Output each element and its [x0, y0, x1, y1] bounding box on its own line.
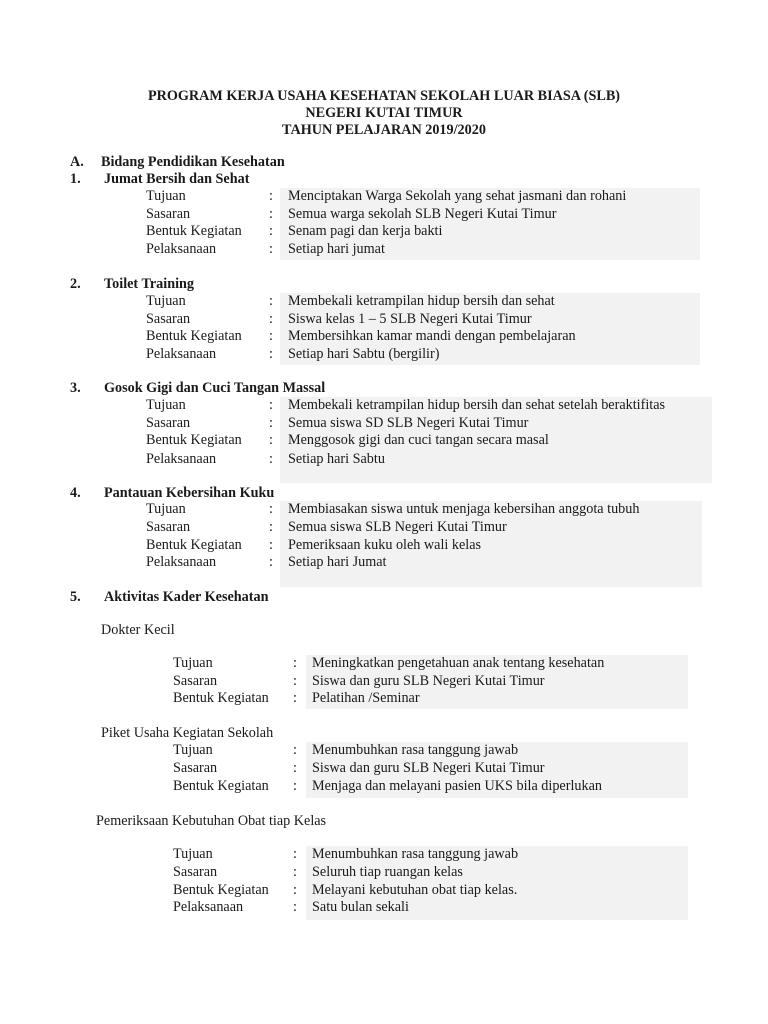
- row-value: Semua siswa SLB Negeri Kutai Timur: [288, 519, 507, 535]
- row-label: Sasaran: [173, 864, 218, 880]
- row-label: Tujuan: [146, 397, 186, 413]
- row-label: Tujuan: [173, 742, 213, 758]
- row-label: Sasaran: [146, 205, 191, 222]
- subsection-title: Pemeriksaan Kebutuhan Obat tiap Kelas: [96, 813, 327, 829]
- row-colon: :: [269, 519, 273, 535]
- row-value: Siswa kelas 1 – 5 SLB Negeri Kutai Timur: [288, 310, 532, 327]
- row-colon: :: [269, 223, 273, 239]
- row-colon: :: [269, 188, 273, 204]
- row-label: Bentuk Kegiatan: [146, 223, 242, 239]
- row-colon: :: [293, 672, 297, 689]
- row-colon: :: [269, 536, 273, 553]
- row-value: Setiap hari Jumat: [288, 554, 387, 570]
- row-colon: :: [293, 777, 297, 794]
- row-value: Membekali ketrampilan hidup bersih dan sehat setelah beraktifitas: [288, 397, 666, 413]
- row-label: Bentuk Kegiatan: [173, 881, 269, 898]
- row-colon: :: [293, 690, 297, 706]
- row-value: Meningkatkan pengetahuan anak tentang kesehatan: [312, 655, 605, 671]
- row-value: Seluruh tiap ruangan kelas: [312, 864, 463, 880]
- row-colon: :: [293, 760, 297, 776]
- program-number: 4.: [70, 485, 81, 501]
- row-value: Menumbuhkan rasa tanggung jawab: [312, 742, 519, 758]
- row-label: Pelaksanaan: [146, 345, 217, 362]
- row-value: Menggosok gigi dan cuci tangan secara masal: [288, 432, 549, 448]
- row-label: Pelaksanaan: [146, 451, 217, 467]
- program-title: Pantauan Kebersihan Kuku: [104, 485, 275, 501]
- row-value: Menumbuhkan rasa tanggung jawab: [312, 846, 519, 862]
- row-value: Semua siswa SD SLB Negeri Kutai Timur: [288, 414, 529, 431]
- row-value: Senam pagi dan kerja bakti: [288, 223, 443, 239]
- row-colon: :: [293, 742, 297, 758]
- row-label: Pelaksanaan: [146, 554, 217, 570]
- document-title-line-3: TAHUN PELAJARAN 2019/2020: [282, 122, 486, 138]
- row-value: Melayani kebutuhan obat tiap kelas.: [312, 881, 518, 898]
- row-colon: :: [269, 397, 273, 413]
- row-value: Membekali ketrampilan hidup bersih dan sehat: [288, 293, 555, 309]
- row-value: Pemeriksaan kuku oleh wali kelas: [288, 536, 482, 553]
- row-value: Satu bulan sekali: [312, 899, 409, 915]
- row-label: Bentuk Kegiatan: [146, 432, 242, 448]
- row-value: Semua warga sekolah SLB Negeri Kutai Timur: [288, 205, 557, 222]
- row-value: Siswa dan guru SLB Negeri Kutai Timur: [312, 672, 545, 689]
- row-value: Menjaga dan melayani pasien UKS bila diperlukan: [312, 777, 602, 794]
- row-label: Tujuan: [146, 501, 186, 517]
- row-colon: :: [269, 328, 273, 344]
- program-title: Toilet Training: [104, 276, 195, 292]
- row-colon: :: [269, 310, 273, 327]
- program-number: 3.: [70, 380, 81, 396]
- program-title: Gosok Gigi dan Cuci Tangan Massal: [104, 380, 326, 396]
- section-title: Bidang Pendidikan Kesehatan: [101, 154, 285, 170]
- row-value: Setiap hari jumat: [288, 240, 385, 257]
- row-label: Sasaran: [173, 672, 218, 689]
- row-colon: :: [269, 293, 273, 309]
- row-colon: :: [293, 864, 297, 880]
- program-number: 5.: [70, 589, 81, 605]
- row-label: Bentuk Kegiatan: [146, 536, 242, 553]
- subsection-title: Dokter Kecil: [101, 622, 175, 638]
- row-value: Menciptakan Warga Sekolah yang sehat jasmani dan rohani: [288, 188, 627, 204]
- row-label: Tujuan: [173, 655, 213, 671]
- program-title: Aktivitas Kader Kesehatan: [104, 589, 269, 605]
- row-colon: :: [269, 554, 273, 570]
- section-letter: A.: [70, 154, 84, 170]
- row-label: Tujuan: [146, 293, 186, 309]
- program-number: 2.: [70, 276, 81, 292]
- row-colon: :: [293, 899, 297, 915]
- row-label: Sasaran: [173, 760, 218, 776]
- row-colon: :: [293, 655, 297, 671]
- row-label: Pelaksanaan: [173, 899, 244, 915]
- row-colon: :: [293, 846, 297, 862]
- row-label: Sasaran: [146, 310, 191, 327]
- program-number: 1.: [70, 171, 81, 187]
- row-value: Setiap hari Sabtu: [288, 451, 385, 467]
- row-label: Bentuk Kegiatan: [146, 328, 242, 344]
- row-colon: :: [269, 345, 273, 362]
- row-value: Membersihkan kamar mandi dengan pembelajaran: [288, 328, 576, 344]
- program-title: Jumat Bersih dan Sehat: [104, 171, 250, 187]
- row-label: Bentuk Kegiatan: [173, 690, 269, 706]
- row-label: Pelaksanaan: [146, 240, 217, 257]
- row-colon: :: [293, 881, 297, 898]
- row-colon: :: [269, 432, 273, 448]
- row-value: Siswa dan guru SLB Negeri Kutai Timur: [312, 760, 545, 776]
- document-title-line-2: NEGERI KUTAI TIMUR: [305, 105, 463, 121]
- row-label: Bentuk Kegiatan: [173, 777, 269, 794]
- row-label: Sasaran: [146, 519, 191, 535]
- row-value: Pelatihan /Seminar: [312, 690, 420, 706]
- row-colon: :: [269, 451, 273, 467]
- row-colon: :: [269, 205, 273, 222]
- document-title-line-1: PROGRAM KERJA USAHA KESEHATAN SEKOLAH LUAR BIASA (SLB): [147, 88, 621, 104]
- row-colon: :: [269, 501, 273, 517]
- subsection-title: Piket Usaha Kegiatan Sekolah: [101, 725, 274, 741]
- row-value: Membiasakan siswa untuk menjaga kebersihan anggota tubuh: [288, 501, 640, 517]
- row-value: Setiap hari Sabtu (bergilir): [288, 345, 440, 362]
- row-label: Tujuan: [146, 188, 186, 204]
- row-label: Tujuan: [173, 846, 213, 862]
- row-colon: :: [269, 414, 273, 431]
- row-colon: :: [269, 240, 273, 257]
- row-label: Sasaran: [146, 414, 191, 431]
